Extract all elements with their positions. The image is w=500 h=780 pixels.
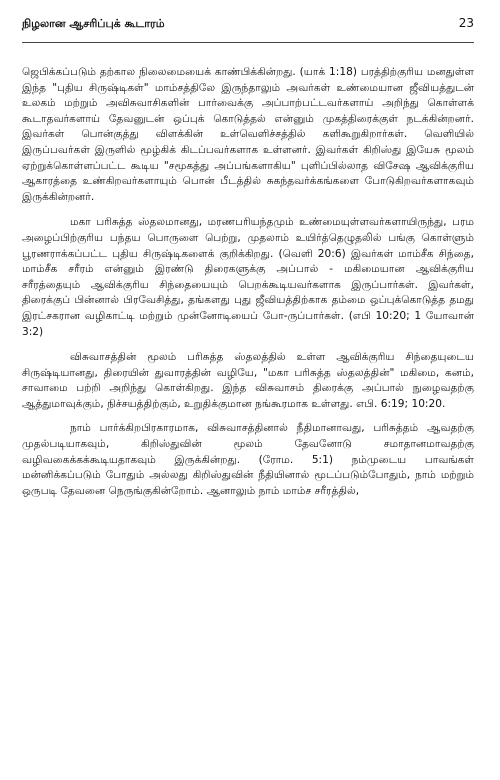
- paragraph-4: நாம் பார்க்கிறபிரகாரமாக, விசுவாசத்தினால் நீதிமானாவது, பரிசுத்தம் ஆவதற்கு முதல்படியாகவும், கிறிஸ்துவின் மூலம் தேவனோடு சமாதானமாவதற்கு வழிவகைக்கக்கூடியதாகவும் இருக்கின்றது. (ரோம. 5:1) நம்முடைய பாவங்கள் மன்னிக்கப்படும் போதும் அல்லது கிறிஸ்துவின் நீதியினால் மூடப்படும்போதும், நாம் மற்றும் ஒருபடி தேவனை நெருங்குகின்றோம். ஆனாலும் நாம் மாம்ச சரீரத்தில்,: [22, 422, 474, 497]
- body-text: [22, 65, 474, 499]
- page-header: [22, 16, 474, 43]
- paragraph-1: ஜெபிக்கப்படும் தற்கால நிலைமையைக் காண்பிக்கின்றது. (யாக் 1:18) பரத்திற்குரிய மனதுள்ள இந்த "புதிய சிருஷ்டிகள்" மாம்சத்திலே இருந்தாலும் அவர்கள் உண்மையான ஜீவியத்துடன் உலகம் மற்றும் அவிசுவாசிகளின் பார்வைக்கு அப்பாற்பட்டவர்களாய் அறிந்து கொள்ளக் கூடாதவர்களாய் தேவனுடன் ஒப்புக் கொடுத்தல் என்னும் முகத்திரைக்குள் நடக்கின்றனர். இவர்கள் பொன்குத்து விளக்கின் உள்வெளிச்சத்தில் களிகூறுகிறார்கள். வெளியில் இருப்பவர்கள் இருளில் மூழ்கிக் கிடப்பவர்களாக உள்ளனர். இவர்கள் கிறிஸ்து இயேசு மூலம் ஏற்றுக்கொள்ளப்பட்ட கூடிய "சமூகத்து அப்பங்களாகிய" புளிப்பில்லாத விசேஷ ஆவிக்குரிய ஆகாரத்தை உண்கிறவர்களாயும் பொன் பீடத்தில் சுகந்தவர்க்கங்களை போடுகிறவர்களாகவும் இருக்கின்றனர்.: [22, 66, 475, 203]
- running-title: நிழலான ஆசரிப்புக் கூடாரம்: [22, 17, 165, 30]
- paragraph-3: விசுவாசத்தின் மூலம் பரிசுத்த ஸ்தலத்தில் உள்ள ஆவிக்குரிய சிந்தையுடைய சிருஷ்டியானது, திரையின் துவாரத்தின் வழியே, "மகா பரிசுத்த ஸ்தலத்தின்" மகிமை, கனம், சாவாமை பற்றி அறிந்து கொள்கிறது. இந்த விசுவாசம் திரைக்கு அப்பால் நுழைவதற்கு ஆத்துமாவுக்கும், நிச்சயத்திற்கும், உறுதிக்குமான நங்கூரமாக உள்ளது. எபி. 6:19; 10:20.: [22, 351, 474, 410]
- paragraph-2: மகா பரிசுத்த ஸ்தலமானது, மரணபரியந்தமும் உண்மையுள்ளவர்களாயிருந்து, பரம அழைப்பிற்குரிய பந்தய பொருளை பெற்று, முதலாம் உயிர்த்தெழுதலில் பங்கு கொள்ளும் பூரணராக்கப்பட்ட புதிய சிருஷ்டிகளைக் குறிக்கிறது. (வெளி 20:6) இவர்கள் மாம்சீக சிந்தை, மாம்சீக சரீரம் என்னும் இரண்டு திரைகளுக்கு அப்பால் - மகிமையான ஆவிக்குரிய சரீரத்தையும் ஆவிக்குரிய சிந்தையையும் பெறக்கூடியவர்களாக இருப்பார்கள். இவர்கள், திரைக்குப் பின்னால் பிரவேசித்து, தங்களது புது ஜீவியத்திற்காக தம்மை ஒப்புக்கொடுத்த தமது இரட்சகரான வழிகாட்டி மற்றும் முன்னோடியைப் போ-ருப்பார்கள். (எபி 10:20; 1 யோவான் 3:2): [22, 216, 474, 338]
- page-number: 23: [458, 16, 474, 30]
